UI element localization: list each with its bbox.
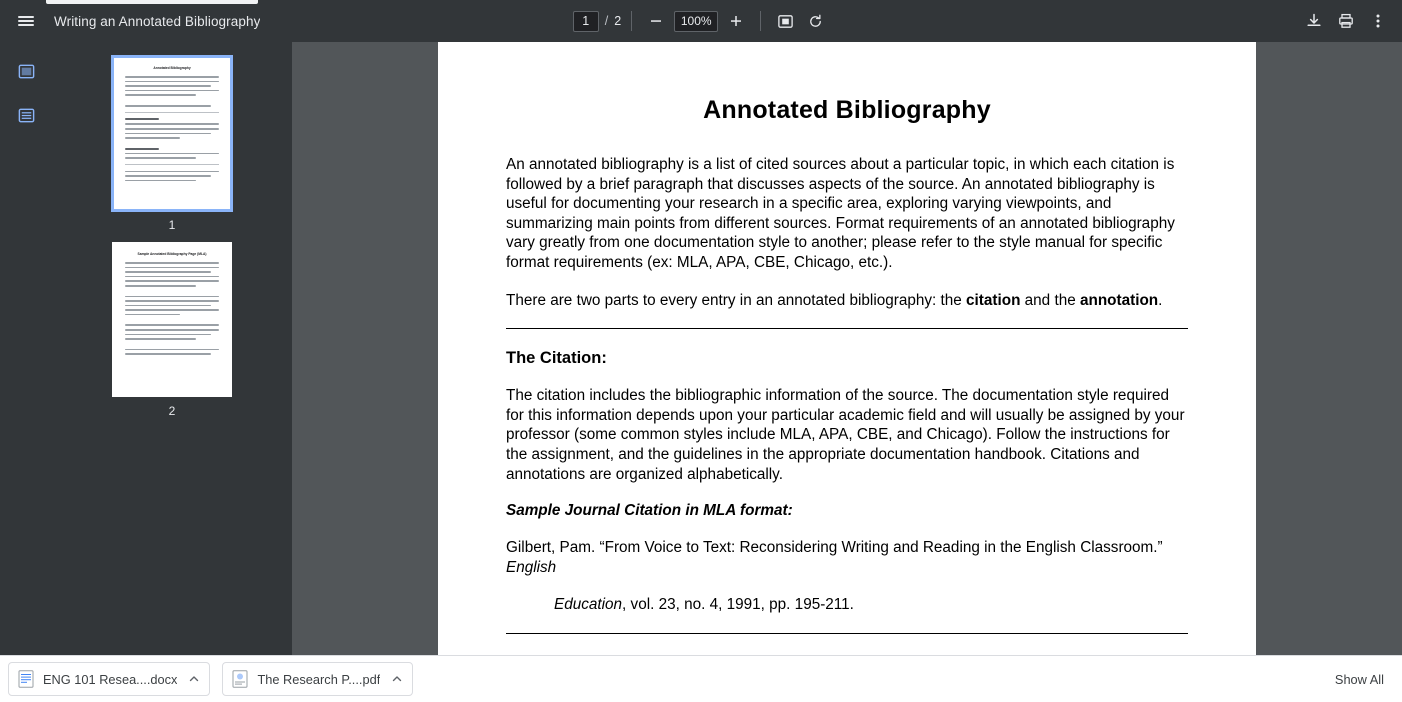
- word-doc-icon: [17, 670, 35, 688]
- page-title: Annotated Bibliography: [703, 96, 991, 124]
- pdf-toolbar: [0, 0, 1402, 42]
- intro-paragraph: An annotated bibliography is a list of cited sources about a particular topic, in which each citation is followed by a brief paragraph that discusses aspects of the source. An annotated bibliography is useful for documenting your research in a specific area, exploring varying viewpoints, and summarizing main points from different sources. Format requirements of an annotated bibliography vary greatly from one documentation style to another; please refer to the style manual for specific format requirements (ex: MLA, APA, CBE, Chicago, etc.).: [506, 156, 1175, 271]
- sample-citation-journal-part1: English: [506, 558, 557, 576]
- thumbnail-label: 1: [168, 218, 176, 232]
- thumbnail-item[interactable]: [52, 242, 292, 418]
- sample-citation-subheading: Sample Journal Citation in MLA format:: [506, 502, 793, 520]
- sample-citation-line1: [506, 538, 1188, 577]
- browser-tab-strip-remnant: [46, 0, 258, 4]
- zoom-controls: [642, 7, 750, 35]
- thumbnail-page-1[interactable]: [112, 56, 232, 211]
- thumbnail-panel[interactable]: [52, 42, 292, 655]
- toolbar-divider-2: [760, 11, 761, 31]
- sample-citation-tail: , vol. 23, no. 4, 1991, pp. 195-211.: [622, 596, 854, 614]
- chevron-up-icon[interactable]: [183, 668, 205, 690]
- pdf-doc-icon: [231, 670, 249, 688]
- zoom-out-button[interactable]: [642, 7, 670, 35]
- thumbnail-label: 2: [168, 404, 176, 418]
- two-parts-suffix: .: [1158, 291, 1163, 309]
- two-parts-paragraph: [506, 291, 1188, 311]
- toolbar-left-group: [0, 7, 260, 35]
- page-navigation: [573, 11, 621, 32]
- more-vertical-icon[interactable]: [1364, 7, 1392, 35]
- thumbnail-view-icon[interactable]: [11, 56, 41, 86]
- download-filename: The Research P....pdf: [257, 671, 381, 687]
- side-rail: [0, 42, 52, 655]
- download-item[interactable]: [8, 662, 210, 696]
- citation-body-paragraph: The citation includes the bibliographic information of the source. The documentation style required for this information depends upon your particular academic field and will usually be assigned by your professor (some common styles include MLA, APA, CBE, and Chicago). Follow the instructions for the assignment, and the guidelines in the appropriate documentation handbook. Citations and annotations are organized alphabetically.: [506, 387, 1185, 483]
- download-filename: ENG 101 Resea....docx: [43, 671, 178, 687]
- thumbnail-preview: [114, 58, 230, 209]
- pdf-page-viewer[interactable]: [292, 42, 1402, 655]
- thumbnail-preview: [114, 244, 230, 395]
- thumbnail-item[interactable]: [52, 56, 292, 232]
- document-title: Writing an Annotated Bibliography: [54, 13, 261, 29]
- thumbnail-page-2[interactable]: [112, 242, 232, 397]
- print-icon[interactable]: [1332, 7, 1360, 35]
- document-outline-icon[interactable]: [11, 100, 41, 130]
- download-shelf: [0, 655, 1402, 702]
- thumbnail-title: Sample Annotated Bibliography Page (MLA): [137, 252, 207, 256]
- pdf-page-content: [438, 42, 1256, 655]
- section-divider-2: [506, 633, 1188, 634]
- sample-citation-text: Gilbert, Pam. “From Voice to Text: Reconsidering Writing and Reading in the English Classroom.”: [506, 539, 1163, 557]
- hamburger-icon[interactable]: [12, 7, 40, 35]
- page-total: 2: [614, 14, 622, 28]
- page-number-input[interactable]: [573, 11, 599, 32]
- two-parts-mid: and the: [1020, 291, 1080, 309]
- viewer-body: [0, 42, 1402, 655]
- page-separator: /: [604, 14, 609, 28]
- two-parts-prefix: There are two parts to every entry in an annotated bibliography: the: [506, 291, 967, 309]
- zoom-level-value[interactable]: 100%: [674, 11, 718, 32]
- zoom-in-button[interactable]: [722, 7, 750, 35]
- fit-page-icon[interactable]: [771, 7, 799, 35]
- thumbnail-title: Annotated Bibliography: [153, 66, 191, 70]
- chevron-up-icon[interactable]: [386, 668, 408, 690]
- download-item[interactable]: [222, 662, 413, 696]
- citation-heading: The Citation:: [506, 349, 607, 368]
- sample-citation-line2: [554, 595, 1188, 615]
- citation-term: citation: [966, 291, 1021, 309]
- annotation-term: annotation: [1079, 291, 1159, 309]
- sample-citation-journal-part2: Education: [554, 596, 623, 614]
- show-all-downloads-button[interactable]: Show All: [1334, 671, 1384, 687]
- download-icon[interactable]: [1300, 7, 1328, 35]
- toolbar-right-group: [1300, 7, 1402, 35]
- section-divider: [506, 328, 1188, 329]
- rotate-icon[interactable]: [801, 7, 829, 35]
- toolbar-divider-1: [631, 11, 632, 31]
